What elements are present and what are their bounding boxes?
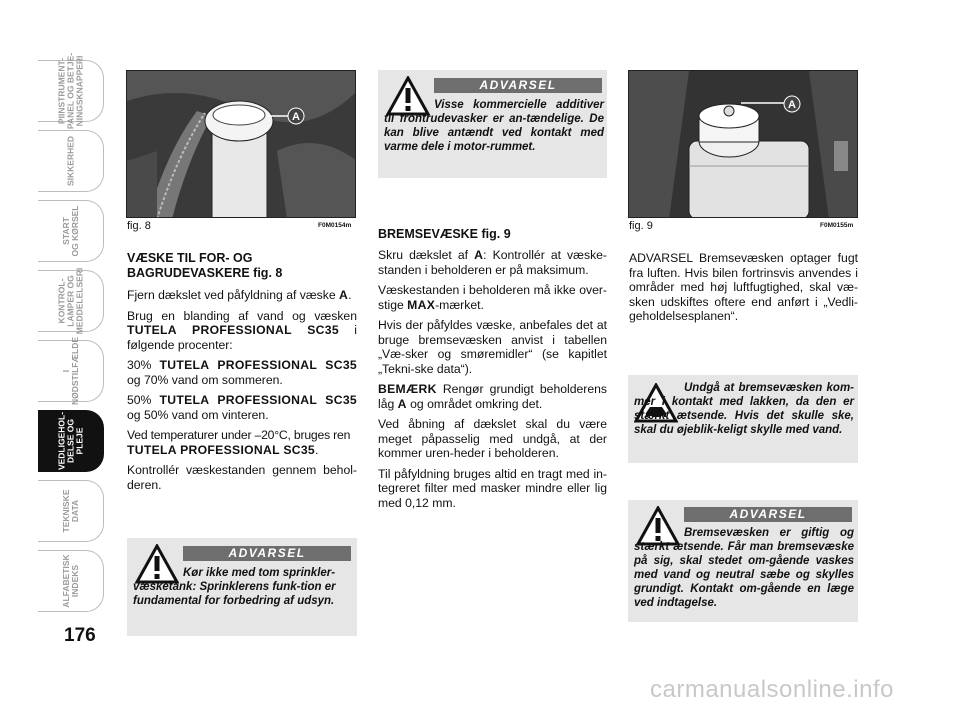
- warning-title: ADVARSEL: [434, 78, 602, 93]
- watermark: carmanualsonline.info: [650, 676, 894, 703]
- heading-line-1: VÆSKE TIL FOR- OG: [127, 251, 253, 265]
- figure-9-brake-reservoir: [628, 70, 858, 218]
- paragraph: Kontrollér væskestanden gennem behol-deren.: [127, 463, 357, 492]
- warning-text: Kør ikke med tom sprinkler-væsketank: Sprinklerens funk-tion er fundamental for forbedring af udsyn.: [133, 567, 336, 607]
- paragraph: BEMÆRK Rengør grundigt beholderens låg A og området omkring det.: [378, 382, 607, 411]
- paragraph: Ved temperaturer under –20°C, bruges ren TUTELA PROFESSIONAL SC35.: [127, 428, 351, 457]
- tab-safety[interactable]: SIKKERHED: [38, 130, 104, 192]
- callout-a-label: A: [788, 99, 796, 111]
- figure-8-washer-reservoir: [126, 70, 356, 218]
- tab-start-driving[interactable]: START OG KØRSEL: [38, 200, 104, 262]
- paragraph: 30% TUTELA PROFESSIONAL SC35 og 70% vand om sommeren.: [127, 358, 357, 387]
- caution-text: Undgå at bremsevæsken kom-mer i kontakt med lakken, da den er stærkt ætsende. Hvis det skulle ske, skal du øjeblik-keligt skylle med vand.: [634, 382, 854, 436]
- warning-box-toxic: [628, 500, 858, 622]
- figure-9-caption: fig. 9: [629, 220, 653, 232]
- brake-reservoir-illustration: [629, 71, 858, 218]
- tab-warning-lights[interactable]: KONTROL- LAMPER OG MEDDELELSERI: [38, 270, 104, 332]
- paragraph: Skru dækslet af A: Kontrollér at væske-standen i beholderen er på maksimum.: [378, 248, 607, 277]
- tab-maintenance[interactable]: VEDLIGEHOL- DELSE OG PLEJE: [38, 410, 104, 472]
- tab-index[interactable]: ALFABETISK INDEKS: [38, 550, 104, 612]
- tab-emergency[interactable]: I NØDSTILFÆLDE: [38, 340, 104, 402]
- column-3-text: [629, 251, 858, 330]
- paragraph: Fjern dækslet ved påfyldning af væske A.: [127, 288, 352, 302]
- paragraph: Til påfyldning bruges altid en tragt med in-tegreret filter med masker mindre eller lig med 0,12 mm.: [378, 466, 607, 510]
- warning-title: ADVARSEL: [183, 546, 351, 561]
- figure-8-code: F0M0154m: [318, 222, 352, 229]
- page-number: 176: [64, 625, 96, 646]
- brake-fluid-heading: BREMSEVÆSKE fig. 9: [378, 227, 511, 241]
- paragraph: Brug en blanding af vand og væsken TUTELA PROFESSIONAL SC35 i følgende procenter:: [127, 308, 357, 352]
- figure-9-code: F0M0155m: [820, 222, 854, 229]
- warning-box-additives: [378, 70, 607, 178]
- tab-technical-data[interactable]: TEKNISKE DATA: [38, 480, 104, 542]
- tab-instrument-panel[interactable]: PIINSTRUMENT- PANEL OG BETJE- NINGSKNAPPERI: [38, 60, 104, 122]
- figure-8-caption: fig. 8: [127, 220, 151, 232]
- paragraph: Ved åbning af dækslet skal du være meget påpasselig med undgå, at der kommer uren-heder i beholderen.: [378, 417, 607, 460]
- column-2-text: [378, 227, 607, 516]
- paragraph: Væskestanden i beholderen må ikke over-stige MAX-mærket.: [378, 283, 607, 312]
- paragraph: ADVARSEL Bremsevæsken optager fugt fra luften. Hvis bilen fortrinsvis anvendes i områder med høj luftfugtighed, skal væ-sken udskiftes oftere end anført i „Vedli-geholdelsesplanen“.: [629, 251, 858, 323]
- paragraph: Hvis der påfyldes væske, anbefales det at bruge bremsevæsken anvist i tabellen „Væ-sker og smøremidler“ (se kapitlet „Tekni-ske data“).: [378, 318, 607, 376]
- warning-title: ADVARSEL: [684, 507, 852, 522]
- callout-a-label: A: [292, 111, 300, 123]
- caution-box-paint: [628, 375, 858, 463]
- paragraph: 50% TUTELA PROFESSIONAL SC35 og 50% vand om vinteren.: [127, 393, 357, 422]
- column-1-text: [127, 251, 357, 498]
- warning-box-empty-tank: [127, 538, 357, 636]
- washer-fluid-heading: [127, 251, 357, 281]
- washer-reservoir-illustration: [127, 71, 356, 218]
- heading-line-2: BAGRUDEVASKERE fig. 8: [127, 266, 283, 280]
- warning-text: Bremsevæsken er giftig og stærkt ætsende. Får man bremsevæske på sig, skal stedet om-gående vaskes med vand og neutral sæbe og skylles grundigt. Kontakt om-gående en læge ved indtagelse.: [634, 527, 854, 609]
- warning-text: Visse kommercielle additiver til frontrudevasker er an-tændelige. De kan blive antændt ved kontakt med varme dele i motor-rummet.: [384, 99, 604, 153]
